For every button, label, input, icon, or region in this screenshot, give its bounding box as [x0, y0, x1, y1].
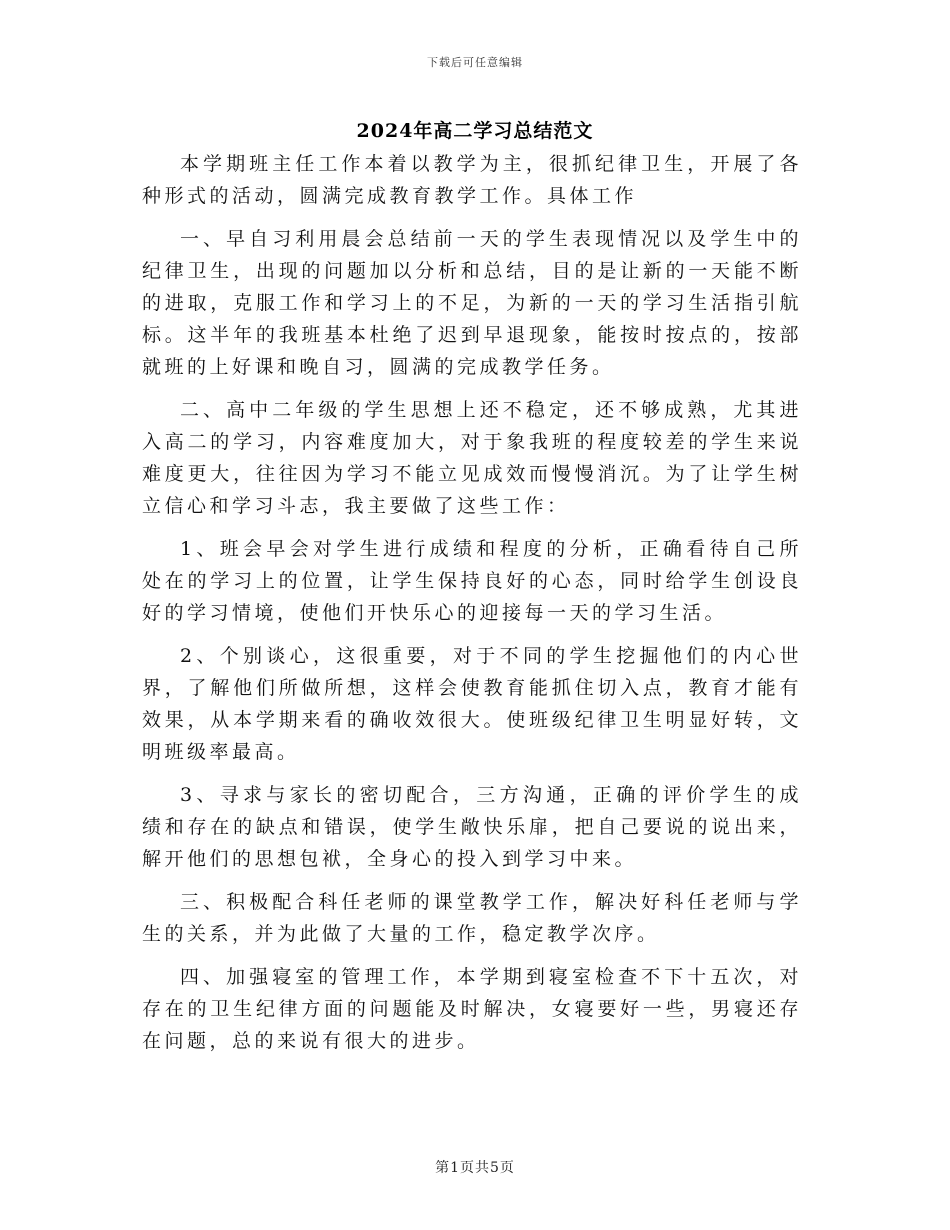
- document-title: 2024年高二学习总结范文: [356, 120, 594, 142]
- paragraph-item-3: 3、寻求与家长的密切配合，三方沟通，正确的评价学生的成绩和存在的缺点和错误，使学生敞快乐扉，把自己要说的说出来，解开他们的思想包袱，全身心的投入到学习中来。: [142, 784, 802, 870]
- paragraph-section-1: 一、早自习利用晨会总结前一天的学生表现情况以及学生中的纪律卫生，出现的问题加以分析和总结，目的是让新的一天能不断的进取，克服工作和学习上的不足，为新的一天的学习生活指引航标。这半年的我班基本杜绝了迟到早退现象，能按时按点的，按部就班的上好课和晚自习，圆满的完成教学任务。: [142, 228, 802, 378]
- paragraph-section-4: 四、加强寝室的管理工作，本学期到寝室检查不下十五次，对存在的卫生纪律方面的问题能及时解决，女寝要好一些，男寝还存在问题，总的来说有很大的进步。: [142, 966, 802, 1052]
- paragraph-item-1: 1、班会早会对学生进行成绩和程度的分析，正确看待自己所处在的学习上的位置，让学生保持良好的心态，同时给学生创设良好的学习情境，使他们开快乐心的迎接每一天的学习生活。: [142, 538, 802, 624]
- paragraph-intro: 本学期班主任工作本着以教学为主，很抓纪律卫生，开展了各种形式的活动，圆满完成教育教学工作。具体工作: [142, 153, 802, 207]
- paragraph-section-3: 三、积极配合科任老师的课堂教学工作，解决好科任老师与学生的关系，并为此做了大量的工作，稳定教学次序。: [142, 891, 802, 945]
- page-number: 第1页共5页: [435, 1160, 515, 1176]
- paragraph-section-2: 二、高中二年级的学生思想上还不稳定，还不够成熟，尤其进入高二的学习，内容难度加大，对于象我班的程度较差的学生来说难度更大，往往因为学习不能立见成效而慢慢消沉。为了让学生树立信心和学习斗志，我主要做了这些工作：: [142, 399, 802, 517]
- page-header-note: 下载后可任意编辑: [427, 56, 523, 69]
- paragraph-item-2: 2、个别谈心，这很重要，对于不同的学生挖掘他们的内心世界，了解他们所做所想，这样会使教育能抓住切入点，教育才能有效果，从本学期来看的确收效很大。使班级纪律卫生明显好转，文明班级率最高。: [142, 645, 802, 763]
- document-body: [142, 148, 802, 1068]
